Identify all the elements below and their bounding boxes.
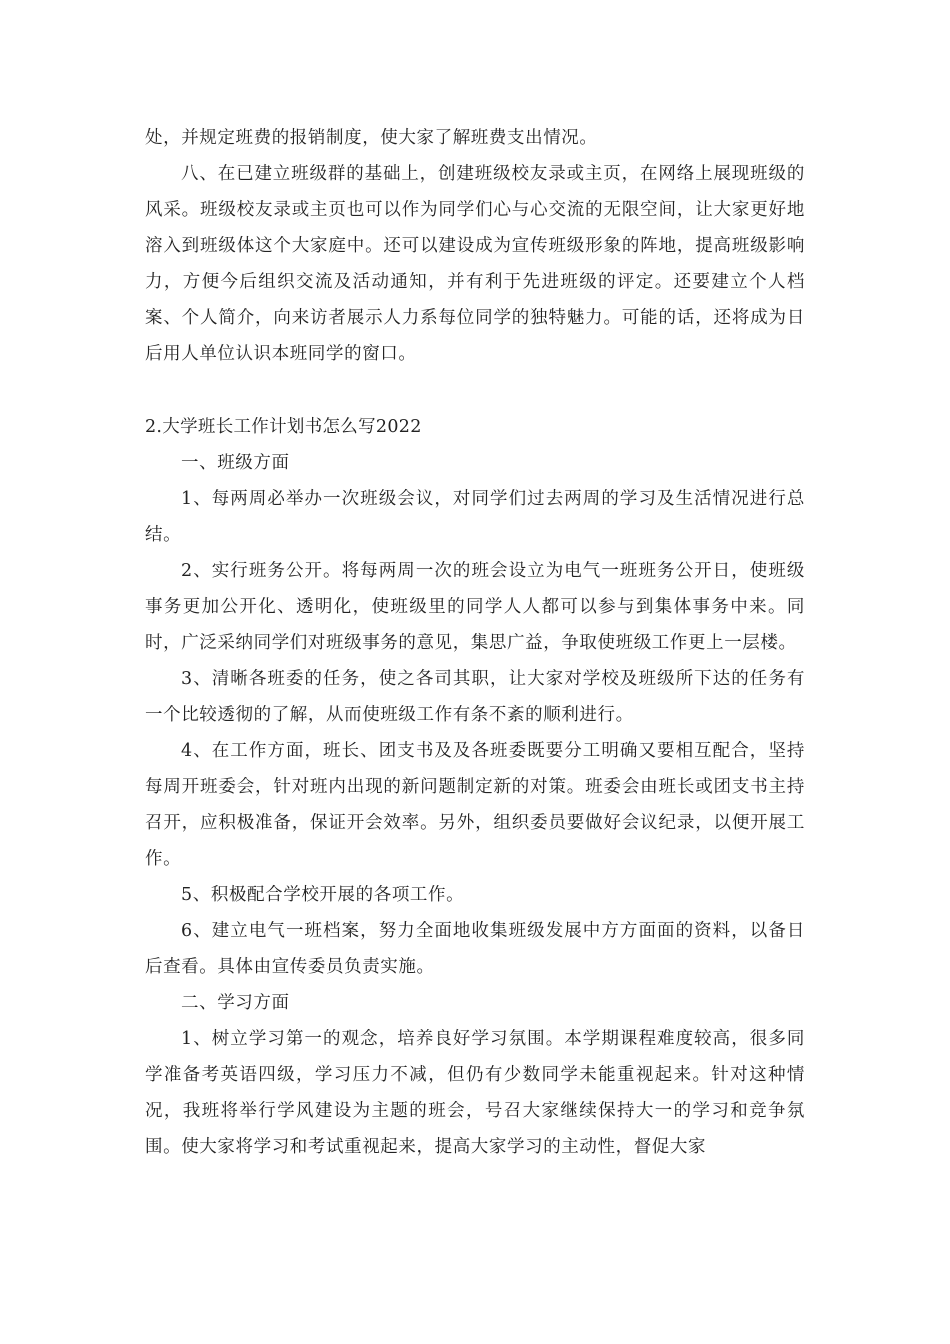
part-one-item-2: 2、实行班务公开。将每两周一次的班会设立为电气一班班务公开日，使班级事务更加公开化、透明化，使班级里的同学人人都可以参与到集体事务中来。同时，广泛采纳同学们对班级事务的意见，集思广益，争取使班级工作更上一层楼。	[145, 561, 805, 653]
paragraph-gap	[145, 372, 805, 409]
part-two-title: 二、学习方面	[181, 993, 290, 1013]
item-eight-paragraph: 八、在已建立班级群的基础上，创建班级校友录或主页，在网络上展现班级的风采。班级校友录或主页也可以作为同学们心与心交流的无限空间，让大家更好地溶入到班级体这个大家庭中。还可以建设成为宣传班级形象的阵地，提高班级影响力，方便今后组织交流及活动通知，并有利于先进班级的评定。还要建立个人档案、个人简介，向来访者展示人力系每位同学的独特魅力。可能的话，还将成为日后用人单位认识本班同学的窗口。	[145, 164, 805, 364]
continuation-paragraph: 处，并规定班费的报销制度，使大家了解班费支出情况。	[145, 128, 598, 148]
document-page	[145, 120, 805, 1165]
section-title: 2.大学班长工作计划书怎么写2022	[145, 417, 422, 437]
part-two-item-1: 1、树立学习第一的观念，培养良好学习氛围。本学期课程难度较高，很多同学准备考英语四级，学习压力不减，但仍有少数同学未能重视起来。针对这种情况，我班将举行学风建设为主题的班会，号召大家继续保持大一的学习和竞争氛围。使大家将学习和考试重视起来，提高大家学习的主动性，督促大家	[145, 1029, 805, 1157]
part-one-item-1: 1、每两周必举办一次班级会议，对同学们过去两周的学习及生活情况进行总结。	[145, 489, 805, 545]
part-one-title: 一、班级方面	[181, 453, 290, 473]
part-one-item-4: 4、在工作方面，班长、团支书及及各班委既要分工明确又要相互配合，坚持每周开班委会，针对班内出现的新问题制定新的对策。班委会由班长或团支书主持召开，应积极准备，保证开会效率。另外，组织委员要做好会议纪录，以便开展工作。	[145, 741, 805, 869]
part-one-item-3: 3、清晰各班委的任务，使之各司其职，让大家对学校及班级所下达的任务有一个比较透彻的了解，从而使班级工作有条不紊的顺利进行。	[145, 669, 805, 725]
part-one-item-5: 5、积极配合学校开展的各项工作。	[181, 885, 465, 905]
part-one-item-6: 6、建立电气一班档案，努力全面地收集班级发展中方方面面的资料，以备日后查看。具体由宣传委员负责实施。	[145, 921, 805, 977]
